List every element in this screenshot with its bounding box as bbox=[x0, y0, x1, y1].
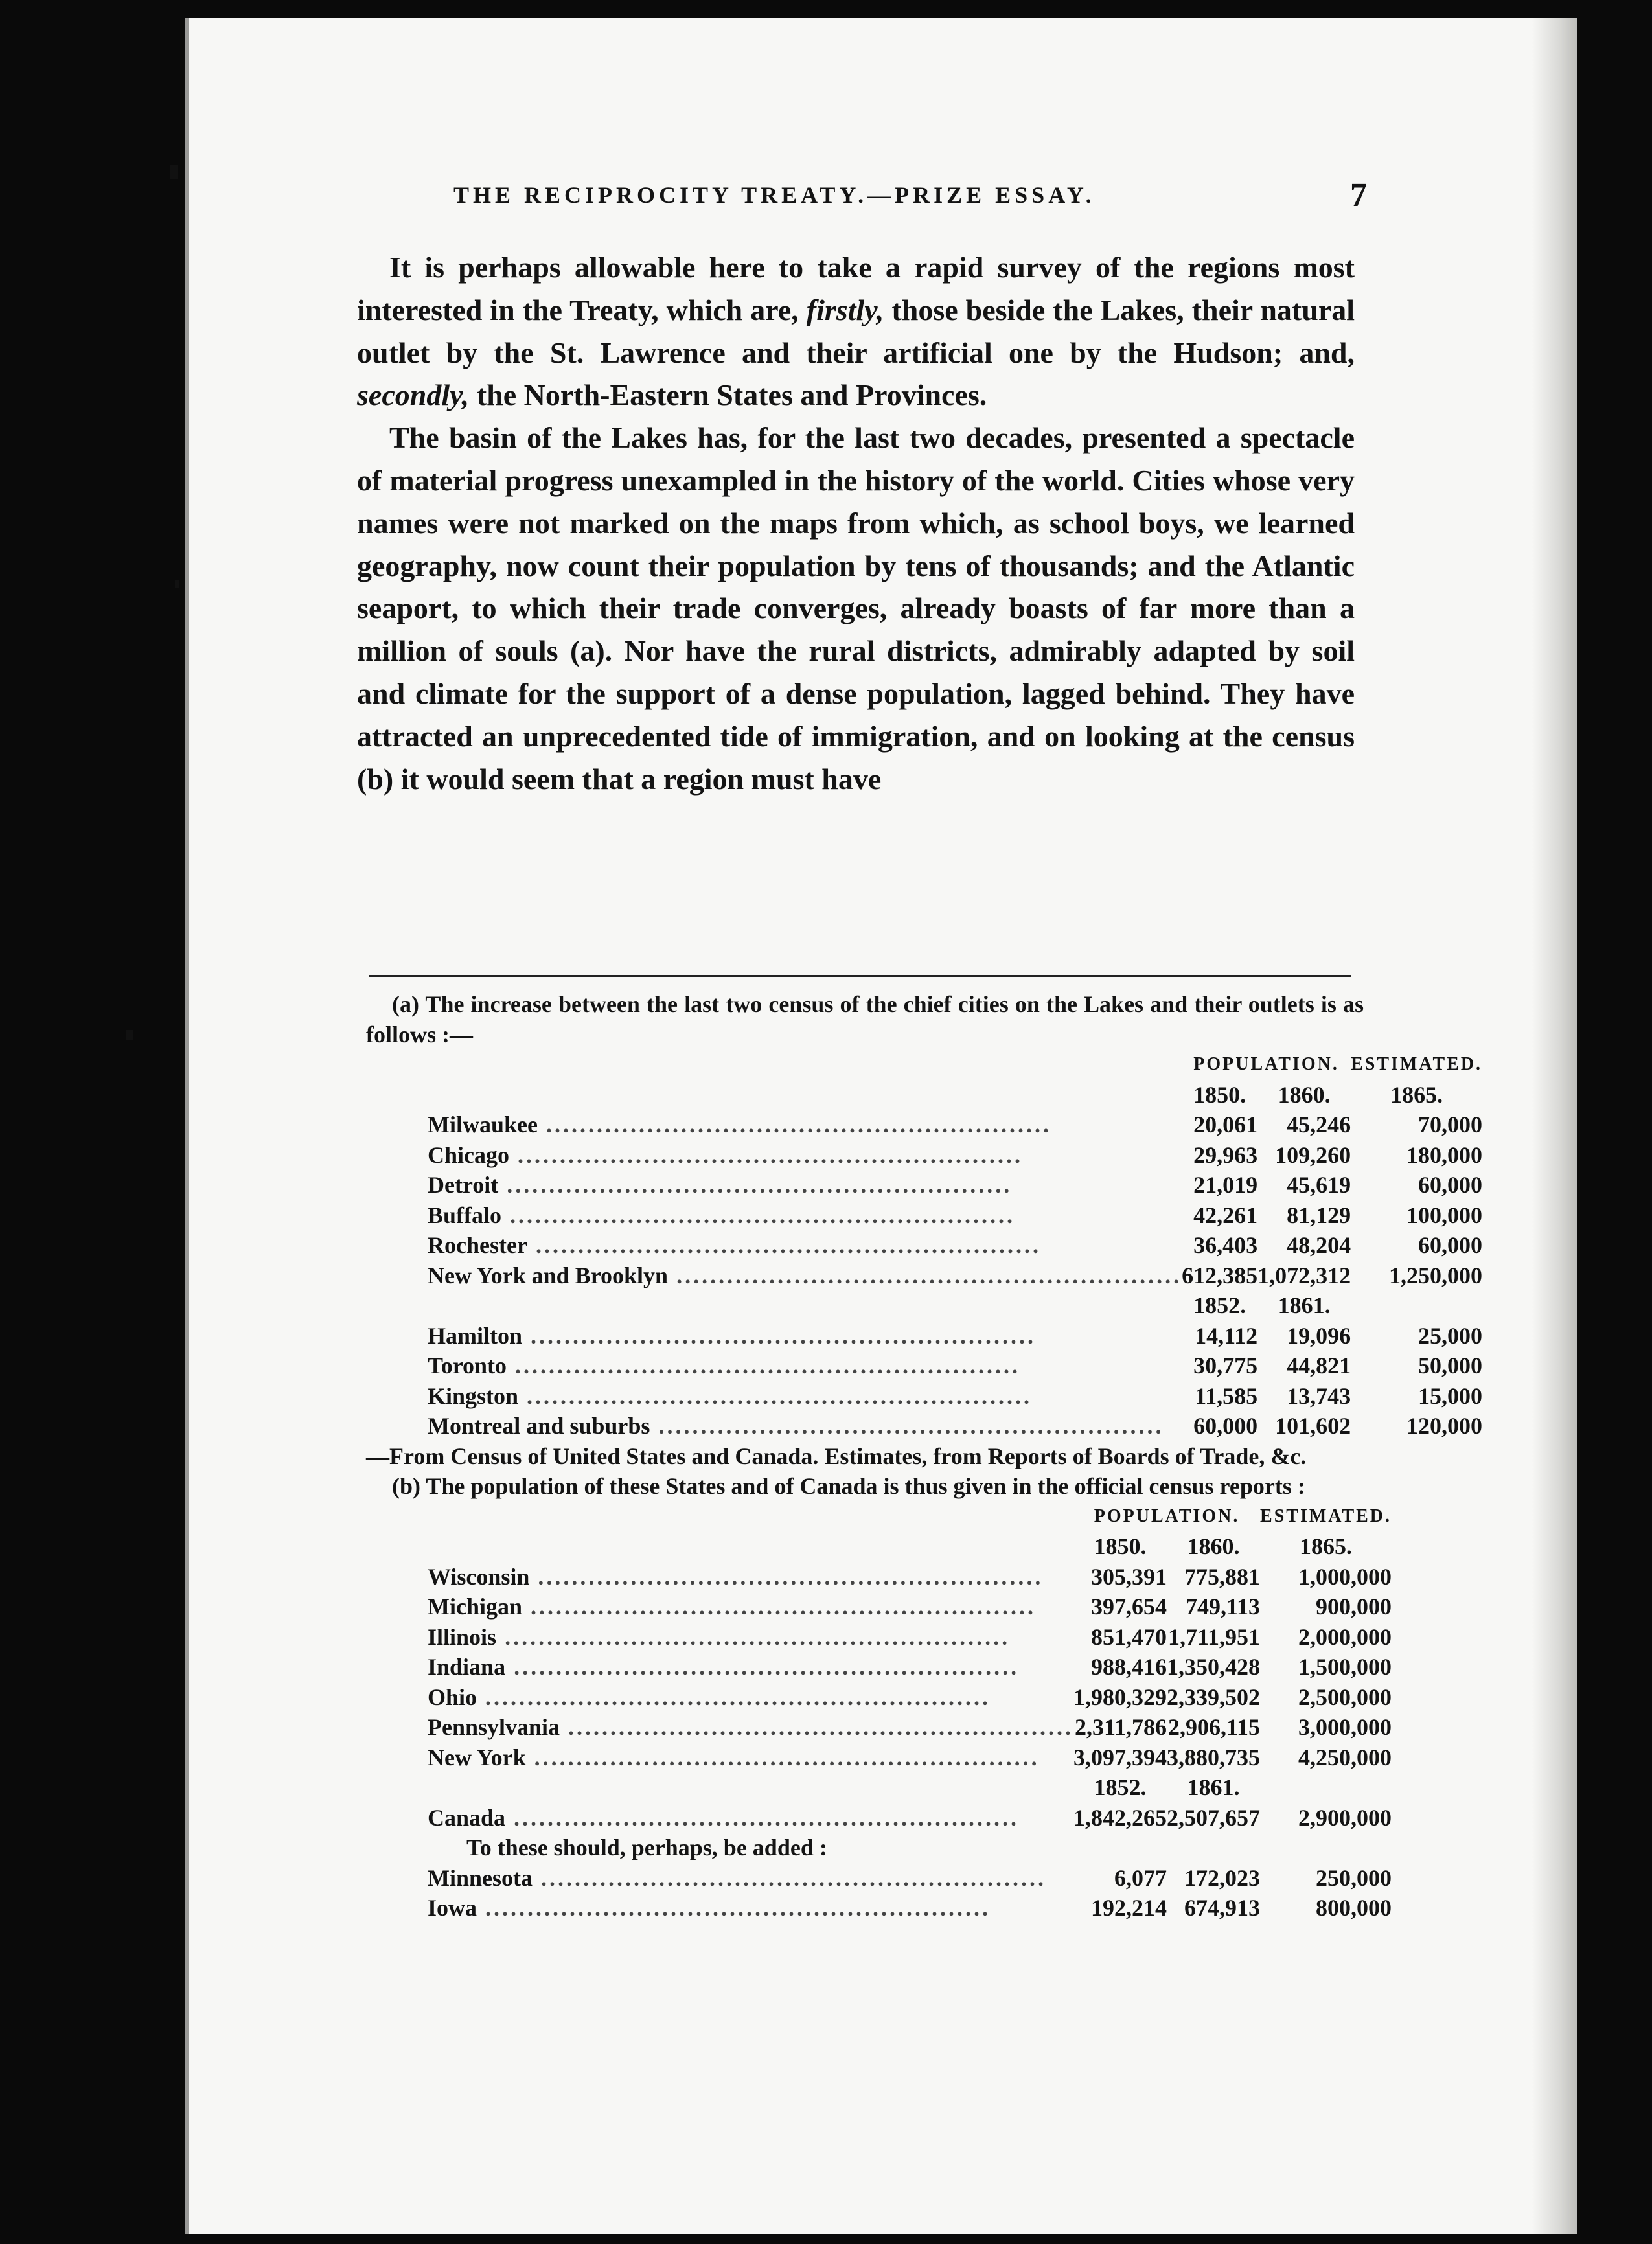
row-label bbox=[428, 1261, 1182, 1291]
value-second: 45,246 bbox=[1287, 1112, 1351, 1138]
blank-cell bbox=[428, 1531, 1073, 1562]
row-name: Pennsylvania bbox=[428, 1714, 560, 1740]
leader-dots: ............................................................ bbox=[507, 1353, 1021, 1379]
blank-cell bbox=[428, 1049, 1182, 1080]
year-cell: 1860. bbox=[1187, 1533, 1240, 1559]
header-estimated: ESTIMATED. bbox=[1351, 1054, 1483, 1074]
row-label bbox=[428, 1652, 1073, 1682]
row-label bbox=[428, 1712, 1073, 1743]
row-label bbox=[428, 1110, 1182, 1140]
blank-cell bbox=[428, 1772, 1073, 1803]
leader-dots: ............................................................ bbox=[509, 1141, 1023, 1168]
value-first: 14,112 bbox=[1195, 1322, 1258, 1349]
value-first: 1,842,265 bbox=[1073, 1804, 1167, 1831]
row-label bbox=[428, 1562, 1073, 1592]
row-name: Canada bbox=[428, 1804, 506, 1831]
state-population-table bbox=[428, 1502, 1392, 1923]
row-label bbox=[428, 1381, 1182, 1412]
leader-dots: ............................................................ bbox=[496, 1623, 1011, 1650]
value-estimated: 250,000 bbox=[1316, 1864, 1392, 1891]
leader-dots: ............................................................ bbox=[529, 1563, 1044, 1590]
year-row bbox=[428, 1772, 1392, 1803]
table-row bbox=[428, 1170, 1482, 1200]
leader-dots: ............................................................ bbox=[498, 1172, 1013, 1198]
blank-cell bbox=[428, 1502, 1073, 1532]
value-estimated: 2,500,000 bbox=[1298, 1684, 1392, 1710]
leader-dots: ............................................................ bbox=[518, 1382, 1033, 1409]
value-estimated: 1,250,000 bbox=[1389, 1262, 1483, 1288]
footnote-a-source: —From Census of United States and Canada. Estimates, from Reports of Boards of Trade, &c. bbox=[366, 1443, 1307, 1469]
table-row bbox=[428, 1863, 1392, 1894]
table-row bbox=[428, 1381, 1482, 1412]
value-estimated: 100,000 bbox=[1406, 1202, 1483, 1228]
row-label bbox=[428, 1411, 1182, 1441]
value-first: 29,963 bbox=[1193, 1141, 1258, 1168]
margin-speck bbox=[170, 165, 178, 179]
value-estimated: 15,000 bbox=[1418, 1382, 1483, 1409]
emphasis-firstly: firstly, bbox=[806, 293, 884, 326]
value-estimated: 4,250,000 bbox=[1298, 1744, 1392, 1770]
row-label bbox=[428, 1893, 1073, 1923]
value-estimated: 2,000,000 bbox=[1298, 1623, 1392, 1650]
table-row bbox=[428, 1200, 1482, 1231]
year-cell: 1861. bbox=[1278, 1292, 1331, 1318]
row-label bbox=[428, 1863, 1073, 1894]
row-label bbox=[428, 1622, 1073, 1653]
value-first: 305,391 bbox=[1091, 1563, 1167, 1590]
page-number: 7 bbox=[1350, 177, 1367, 214]
row-label bbox=[428, 1321, 1182, 1351]
leader-dots: ............................................................ bbox=[560, 1714, 1074, 1740]
row-label bbox=[428, 1592, 1073, 1622]
value-first: 2,311,786 bbox=[1075, 1714, 1167, 1740]
table-row bbox=[428, 1562, 1392, 1592]
value-second: 2,906,115 bbox=[1168, 1714, 1261, 1740]
year-cell: 1865. bbox=[1300, 1533, 1353, 1559]
row-label bbox=[428, 1682, 1073, 1713]
row-label bbox=[428, 1140, 1182, 1171]
value-second: 109,260 bbox=[1275, 1141, 1351, 1168]
row-name: Hamilton bbox=[428, 1322, 523, 1349]
year-cell: 1850. bbox=[1193, 1081, 1246, 1108]
value-second: 101,602 bbox=[1275, 1413, 1351, 1439]
value-second: 81,129 bbox=[1287, 1202, 1351, 1228]
footnote-rule bbox=[369, 975, 1351, 977]
value-estimated: 120,000 bbox=[1406, 1413, 1483, 1439]
value-second: 13,743 bbox=[1287, 1382, 1351, 1409]
year-row bbox=[428, 1080, 1482, 1110]
table-row bbox=[428, 1743, 1392, 1773]
year-row bbox=[428, 1531, 1392, 1562]
table-row bbox=[428, 1652, 1392, 1682]
paragraph-1: It is perhaps allowable here to take a rapid survey of the regions most interested in the Treaty, which are, firstly, those beside the Lakes, their natural outlet by the St. Lawrence and their artificial one by the Hudson; and, secondly, the North-Eastern States and Provinces. bbox=[357, 251, 1355, 412]
value-second: 2,339,502 bbox=[1167, 1684, 1261, 1710]
row-name: Illinois bbox=[428, 1623, 497, 1650]
value-first: 192,214 bbox=[1091, 1895, 1167, 1921]
value-second: 172,023 bbox=[1184, 1864, 1261, 1891]
table-row bbox=[428, 1682, 1392, 1713]
row-name: Kingston bbox=[428, 1382, 519, 1409]
year-cell: 1860. bbox=[1278, 1081, 1331, 1108]
leader-dots: ............................................................ bbox=[522, 1594, 1037, 1620]
year-cell: 1850. bbox=[1094, 1533, 1147, 1559]
value-estimated: 60,000 bbox=[1418, 1232, 1483, 1258]
value-estimated: 70,000 bbox=[1418, 1112, 1483, 1138]
row-name: Chicago bbox=[428, 1141, 509, 1168]
table-row bbox=[428, 1803, 1392, 1833]
value-second: 775,881 bbox=[1184, 1563, 1261, 1590]
table-row bbox=[428, 1622, 1392, 1653]
leader-dots: ............................................................ bbox=[501, 1202, 1016, 1228]
leader-dots: ............................................................ bbox=[527, 1232, 1041, 1258]
value-estimated: 3,000,000 bbox=[1298, 1714, 1392, 1740]
running-head-title: THE RECIPROCITY TREATY.—PRIZE ESSAY. bbox=[453, 182, 1096, 208]
value-estimated: 1,000,000 bbox=[1298, 1563, 1392, 1590]
row-name: New York and Brooklyn bbox=[428, 1262, 669, 1288]
table-note: To these should, perhaps, be added : bbox=[466, 1835, 827, 1860]
row-label bbox=[428, 1743, 1073, 1773]
row-name: Montreal and suburbs bbox=[428, 1413, 650, 1439]
value-second: 3,880,735 bbox=[1167, 1744, 1261, 1770]
header-population: POPULATION. bbox=[1094, 1506, 1240, 1526]
value-estimated: 1,500,000 bbox=[1298, 1654, 1392, 1680]
margin-speck bbox=[126, 1030, 133, 1040]
value-first: 21,019 bbox=[1193, 1172, 1258, 1198]
leader-dots: ............................................................ bbox=[522, 1322, 1037, 1349]
table-row bbox=[428, 1893, 1392, 1923]
value-second: 2,507,657 bbox=[1167, 1804, 1261, 1831]
paragraph-2: The basin of the Lakes has, for the last two decades, presented a spectacle of material progress unexampled in the history of the world. Cities whose very names were not marked on the maps from which, as school boys, we learned geography, now count their population by tens of thousands; and the Atlantic seaport, to which their trade converges, already boasts of far more than a million of souls (a). Nor have the rural districts, admirably adapted by soil and climate for the support of a dense population, lagged behind. They have attracted an unprecedented tide of immigration, and on looking at the census (b) it would seem that a region must have bbox=[357, 421, 1355, 796]
value-estimated: 800,000 bbox=[1316, 1895, 1392, 1921]
row-name: Minnesota bbox=[428, 1864, 533, 1891]
value-first: 20,061 bbox=[1193, 1112, 1258, 1138]
blank-cell bbox=[428, 1290, 1182, 1321]
value-second: 1,072,312 bbox=[1257, 1262, 1351, 1288]
value-first: 30,775 bbox=[1193, 1353, 1258, 1379]
value-first: 612,385 bbox=[1182, 1262, 1258, 1288]
footnote-b-intro: (b) The population of these States and of Canada is thus given in the official census reports : bbox=[392, 1473, 1305, 1499]
value-second: 1,350,428 bbox=[1167, 1654, 1261, 1680]
leader-dots: ............................................................ bbox=[477, 1895, 991, 1921]
value-first: 42,261 bbox=[1193, 1202, 1258, 1228]
year-cell: 1852. bbox=[1094, 1774, 1147, 1800]
row-label bbox=[428, 1230, 1182, 1261]
row-name: Milwaukee bbox=[428, 1112, 538, 1138]
leader-dots: ............................................................ bbox=[477, 1684, 991, 1710]
value-estimated: 50,000 bbox=[1418, 1353, 1483, 1379]
row-name: Wisconsin bbox=[428, 1563, 530, 1590]
value-estimated: 180,000 bbox=[1406, 1141, 1483, 1168]
value-first: 397,654 bbox=[1091, 1594, 1167, 1620]
row-label bbox=[428, 1803, 1073, 1833]
table-row bbox=[428, 1230, 1482, 1261]
row-name: Indiana bbox=[428, 1654, 506, 1680]
year-cell: 1865. bbox=[1390, 1081, 1443, 1108]
year-cell: 1852. bbox=[1193, 1292, 1246, 1318]
table-row bbox=[428, 1411, 1482, 1441]
row-name: Detroit bbox=[428, 1172, 499, 1198]
value-second: 45,619 bbox=[1287, 1172, 1351, 1198]
value-estimated: 25,000 bbox=[1418, 1322, 1483, 1349]
value-estimated: 60,000 bbox=[1418, 1172, 1483, 1198]
value-first: 60,000 bbox=[1193, 1413, 1258, 1439]
value-first: 851,470 bbox=[1091, 1623, 1167, 1650]
value-estimated: 900,000 bbox=[1316, 1594, 1392, 1620]
value-first: 3,097,394 bbox=[1073, 1744, 1167, 1770]
emphasis-secondly: secondly, bbox=[357, 378, 470, 412]
value-second: 44,821 bbox=[1287, 1353, 1351, 1379]
page-edge-shadow bbox=[1532, 18, 1577, 2234]
value-first: 36,403 bbox=[1193, 1232, 1258, 1258]
table-row bbox=[428, 1592, 1392, 1622]
row-name: Iowa bbox=[428, 1895, 477, 1921]
year-cell: 1861. bbox=[1187, 1774, 1240, 1800]
row-label bbox=[428, 1351, 1182, 1381]
value-second: 1,711,951 bbox=[1168, 1623, 1261, 1650]
leader-dots: ............................................................ bbox=[505, 1654, 1020, 1680]
header-estimated: ESTIMATED. bbox=[1260, 1506, 1392, 1526]
year-row bbox=[428, 1290, 1482, 1321]
page-spine bbox=[185, 18, 189, 2234]
value-second: 674,913 bbox=[1184, 1895, 1261, 1921]
leader-dots: ............................................................ bbox=[537, 1112, 1051, 1138]
row-name: Rochester bbox=[428, 1232, 527, 1258]
value-first: 6,077 bbox=[1114, 1864, 1167, 1891]
row-label bbox=[428, 1200, 1182, 1231]
row-name: New York bbox=[428, 1744, 526, 1770]
leader-dots: ............................................................ bbox=[650, 1413, 1164, 1439]
value-second: 19,096 bbox=[1287, 1322, 1351, 1349]
leader-dots: ............................................................ bbox=[533, 1864, 1046, 1891]
running-head bbox=[266, 177, 1367, 220]
table-row bbox=[428, 1712, 1392, 1743]
row-name: Toronto bbox=[428, 1353, 507, 1379]
margin-speck bbox=[175, 580, 179, 588]
row-label bbox=[428, 1170, 1182, 1200]
blank-cell bbox=[428, 1080, 1182, 1110]
table-row bbox=[428, 1261, 1482, 1291]
city-population-table bbox=[428, 1049, 1482, 1441]
table-row bbox=[428, 1140, 1482, 1171]
year-cell bbox=[1260, 1772, 1392, 1803]
value-estimated: 2,900,000 bbox=[1298, 1804, 1392, 1831]
column-header-row bbox=[428, 1049, 1482, 1080]
table-row bbox=[428, 1110, 1482, 1140]
value-first: 988,416 bbox=[1091, 1654, 1167, 1680]
footnotes bbox=[366, 989, 1483, 1923]
year-cell bbox=[1351, 1290, 1482, 1321]
value-first: 11,585 bbox=[1195, 1382, 1258, 1409]
footnote-a-intro: (a) The increase between the last two census of the chief cities on the Lakes and their outlets is as follows :— bbox=[366, 991, 1364, 1048]
table-row bbox=[428, 1351, 1482, 1381]
note-row bbox=[428, 1833, 1392, 1863]
header-population: POPULATION. bbox=[1193, 1054, 1339, 1074]
column-header-row bbox=[428, 1502, 1392, 1532]
row-name: Ohio bbox=[428, 1684, 477, 1710]
value-second: 48,204 bbox=[1287, 1232, 1351, 1258]
value-second: 749,113 bbox=[1186, 1594, 1261, 1620]
value-first: 1,980,329 bbox=[1073, 1684, 1167, 1710]
leader-dots: ............................................................ bbox=[525, 1744, 1040, 1770]
main-text bbox=[357, 246, 1355, 800]
row-name: Michigan bbox=[428, 1594, 523, 1620]
leader-dots: ............................................................ bbox=[505, 1804, 1020, 1831]
table-row bbox=[428, 1321, 1482, 1351]
row-name: Buffalo bbox=[428, 1202, 502, 1228]
leader-dots: ............................................................ bbox=[668, 1262, 1182, 1288]
